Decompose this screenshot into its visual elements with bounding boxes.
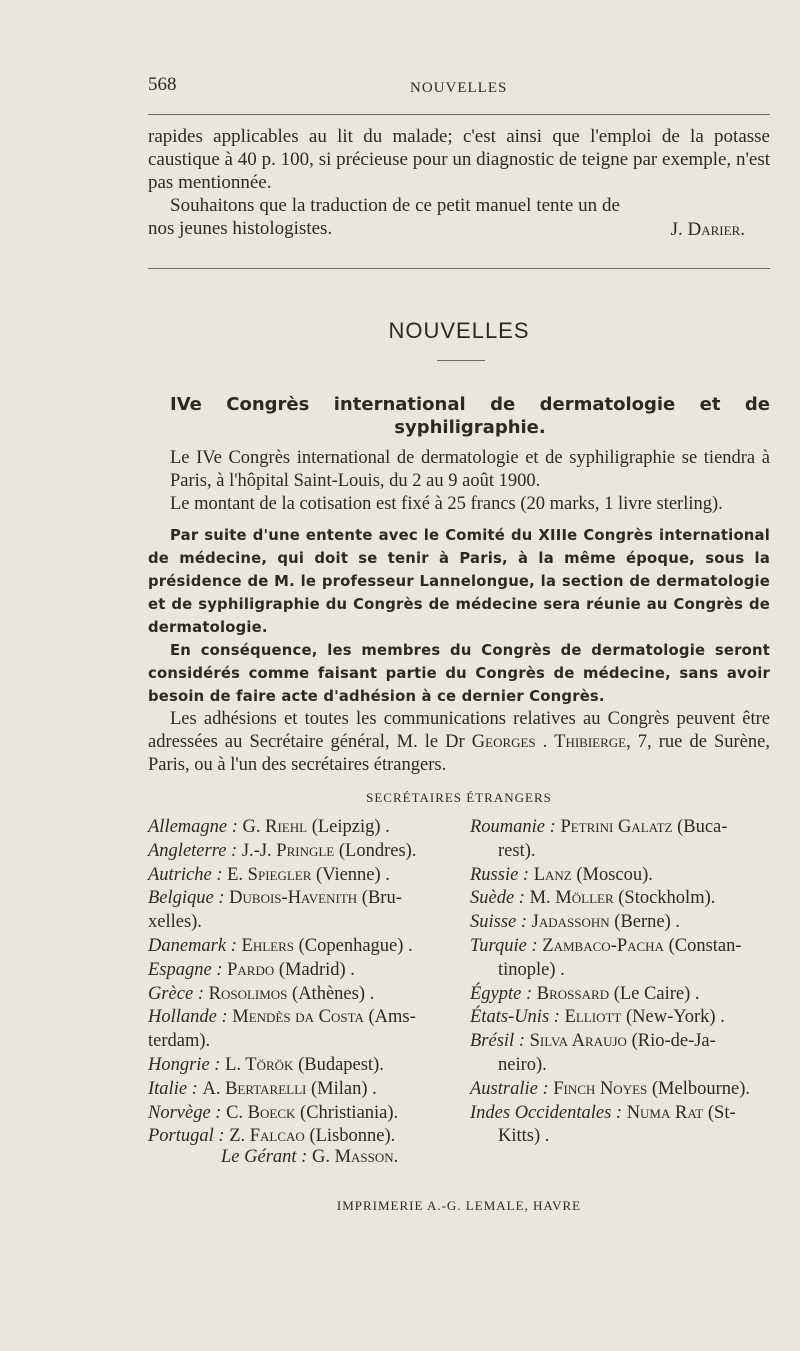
secretary-entry — [470, 864, 770, 888]
secretary-place: (Christiania). — [300, 1102, 399, 1123]
secretary-country: Suisse : — [470, 912, 528, 933]
secretary-country: Roumanie : — [470, 817, 556, 837]
secretary-line — [148, 816, 448, 840]
secretary-continuation: terdam). — [148, 1031, 211, 1052]
secretary-name: Mendès da Costa — [232, 1007, 364, 1028]
paragraph-gap — [148, 516, 770, 524]
secretary-entry — [470, 816, 770, 864]
section-title: NOUVELLES — [388, 318, 530, 343]
secretary-entry — [470, 1006, 770, 1030]
secretary-name: Zambaco-Pacha — [542, 935, 664, 956]
secretary-name: Rosolimos — [208, 983, 288, 1004]
secretary-country: Hongrie : — [148, 1054, 221, 1075]
secretary-country: Suède : — [470, 888, 525, 909]
signature-initial: J. — [670, 219, 688, 240]
secretary-place: (Buca- — [677, 817, 728, 837]
review-signature — [671, 219, 745, 241]
secretary-country: Allemagne : — [148, 817, 238, 837]
congress-paragraph-3: Par suite d'une entente avec le Comité du XIIIe Congrès international de médecine, qui doit se tenir à Paris, à la même époque, sous la présidence de M. le professeur Lannelongue, la section de dermatologie et de syphiligraphie du Congrès de médecine sera réunie au Congrès de dermatologie. — [148, 527, 770, 636]
secretary-place: (St- — [707, 1102, 736, 1123]
gerant-line — [221, 1147, 398, 1168]
secretary-country: Australie : — [470, 1078, 549, 1099]
secretary-line — [470, 911, 770, 935]
secretary-name: G. Riehl — [242, 817, 308, 837]
secretary-country: Norvège : — [148, 1102, 222, 1123]
secretary-line — [148, 935, 448, 959]
secretary-place: (Berne) . — [614, 912, 681, 933]
secretary-place: (Ams- — [368, 1007, 416, 1028]
secretary-entry — [148, 864, 448, 888]
secretary-place: (Constan- — [668, 935, 742, 956]
secretary-country: Indes Occidentales : — [470, 1102, 623, 1123]
secretary-entry — [148, 1006, 448, 1054]
secretary-line — [470, 864, 770, 888]
secretaries-left-column — [148, 816, 448, 1149]
secretary-continuation: tinople) . — [498, 959, 565, 980]
secretary-country: Italie : — [148, 1078, 198, 1099]
secretary-name: Petrini Galatz — [560, 817, 673, 837]
secretary-entry — [148, 1054, 448, 1078]
p5-end: 7, rue de Surène, Paris, ou à l'un des secrétaires étrangers. — [148, 732, 770, 775]
congress-paragraph-5 — [148, 708, 770, 777]
secretary-general-name: Georges . Thibierge, — [471, 732, 631, 752]
secretary-name: Dubois-Havenith — [229, 888, 358, 909]
secretary-line — [470, 1030, 770, 1054]
secretary-place: (Budapest). — [298, 1054, 384, 1075]
secretary-name: Z. Falcao — [229, 1126, 305, 1147]
secretary-line — [148, 1078, 448, 1102]
secretary-country: Turquie : — [470, 935, 538, 956]
secretary-name: Elliott — [564, 1007, 622, 1028]
congress-paragraph-1: Le IVe Congrès international de dermatologie et de syphiligraphie se tiendra à Paris, à l'hôpital Saint-Louis, du 2 au 9 août 1900. — [170, 448, 770, 491]
secretary-line — [148, 864, 448, 888]
secretary-name: J.-J. Pringle — [241, 840, 335, 861]
secretary-place: (Copenhague) . — [298, 935, 413, 956]
secretary-entry — [148, 1102, 448, 1126]
secretary-continuation: Kitts) . — [498, 1126, 550, 1147]
secretary-place: (Melbourne). — [651, 1078, 750, 1099]
secretary-entry — [470, 887, 770, 911]
secretary-country: Angleterre : — [148, 840, 238, 861]
secretary-entry — [470, 1030, 770, 1078]
page-number: 568 — [148, 74, 177, 95]
secretary-entry — [148, 983, 448, 1007]
secretary-name: Pardo — [227, 959, 275, 980]
congress-title: IVe Congrès international de dermatologie et de syphiligraphie. — [170, 394, 770, 438]
secretary-country: Belgique : — [148, 888, 225, 909]
secretary-continuation: neiro). — [498, 1054, 547, 1075]
secretary-place: (New-York) . — [625, 1007, 725, 1028]
gerant-name: G. Masson. — [311, 1147, 399, 1167]
secretary-entry — [148, 959, 448, 983]
secretary-line — [148, 1102, 448, 1126]
secretary-entry — [470, 1102, 770, 1150]
secretary-line — [470, 1006, 770, 1030]
secretary-name: Jadassohn — [531, 912, 610, 933]
secretary-place: (Lisbonne). — [309, 1126, 396, 1147]
secretary-country: Égypte : — [470, 983, 533, 1004]
secretary-country: Grèce : — [148, 983, 204, 1004]
review-paragraph-2: Souhaitons que la traduction de ce petit manuel tente un de nos jeunes histologistes. — [148, 195, 620, 239]
secretary-line — [470, 1078, 770, 1102]
secretary-line — [470, 983, 770, 1007]
secretary-entry — [148, 840, 448, 864]
secretary-place: (Athènes) . — [292, 983, 375, 1004]
secretary-line — [148, 1006, 448, 1030]
congress-paragraph-2: Le montant de la cotisation est fixé à 25 francs (20 marks, 1 livre sterling). — [170, 494, 723, 514]
secretary-line — [470, 1102, 770, 1126]
secretary-line — [148, 1125, 448, 1149]
secretary-name: E. Spiegler — [227, 864, 312, 885]
secretary-country: Hollande : — [148, 1007, 228, 1028]
secretary-place: (Milan) . — [310, 1078, 377, 1099]
secretary-name: Brossard — [536, 983, 610, 1004]
printer-imprint: IMPRIMERIE A.-G. LEMALE, HAVRE — [336, 1198, 582, 1213]
secretary-place: (Londres). — [338, 840, 417, 861]
page-header — [148, 74, 768, 100]
secretary-line — [148, 983, 448, 1007]
secretary-line — [148, 1054, 448, 1078]
secretary-country: Brésil : — [470, 1031, 525, 1052]
secretary-place: (Vienne) . — [316, 864, 390, 885]
secretary-place: (Le Caire) . — [613, 983, 700, 1004]
secretary-entry — [470, 983, 770, 1007]
secretary-entry — [148, 887, 448, 935]
secretary-entry — [470, 911, 770, 935]
secretary-name: Ehlers — [241, 935, 294, 956]
secretary-place: (Bru- — [361, 888, 402, 909]
secretary-name: M. Möller — [529, 888, 614, 909]
signature-name: Darier. — [687, 219, 745, 240]
review-paragraph-1: rapides applicables au lit du malade; c'est ainsi que l'emploi de la potasse caustique à 40 p. 100, si précieuse pour un diagnostic de teigne par exemple, n'est pas mentionnée. — [148, 126, 770, 193]
secretary-entry — [148, 816, 448, 840]
secretaries-right-column — [470, 816, 770, 1149]
secretary-name: Finch Noyes — [553, 1078, 648, 1099]
p5-start: Les adhésions et toutes les communications relatives au Congrès peuvent être adressées au Secrétaire général, M. le Dr — [148, 709, 770, 752]
secretary-place: (Moscou). — [576, 864, 653, 885]
secretary-continuation: xelles). — [148, 912, 202, 933]
secretary-country: Portugal : — [148, 1126, 225, 1147]
secretary-entry — [148, 1125, 448, 1149]
secretary-continuation: rest). — [498, 840, 536, 861]
secretary-country: Russie : — [470, 864, 530, 885]
secretary-place: (Madrid) . — [278, 959, 355, 980]
secretary-line — [148, 840, 448, 864]
secretary-line — [148, 959, 448, 983]
secretary-country: États-Unis : — [470, 1007, 560, 1028]
secretary-entry — [470, 935, 770, 983]
congress-paragraph-4: En conséquence, les membres du Congrès de dermatologie seront considérés comme faisant partie du Congrès de médecine, sans avoir besoin de faire acte d'adhésion à ce dernier Congrès. — [148, 642, 770, 705]
secretary-name: Silva Araujo — [529, 1031, 627, 1052]
secretary-place: (Leipzig) . — [311, 817, 390, 837]
secretary-entry — [148, 1078, 448, 1102]
secretary-country: Autriche : — [148, 864, 223, 885]
secretary-name: Lanz — [533, 864, 572, 885]
secretary-entry — [470, 1078, 770, 1102]
gerant-label: Le Gérant : — [221, 1147, 308, 1167]
secretary-name: Numa Rat — [626, 1102, 704, 1123]
secretary-name: A. Bertarelli — [202, 1078, 307, 1099]
secretary-line — [148, 887, 448, 911]
section-rule — [148, 268, 770, 269]
secretaries-heading: SECRÉTAIRES ÉTRANGERS — [366, 790, 552, 805]
congress-body — [148, 447, 770, 777]
secretary-country: Espagne : — [148, 959, 223, 980]
secretary-name: L. Török — [225, 1054, 294, 1075]
secretary-place: (Rio-de-Ja- — [631, 1031, 716, 1052]
secretary-entry — [148, 935, 448, 959]
secretary-line — [470, 816, 770, 840]
secretary-line — [470, 935, 770, 959]
secretary-country: Danemark : — [148, 935, 237, 956]
header-rule — [148, 114, 770, 115]
secretary-place: (Stockholm). — [618, 888, 716, 909]
title-rule — [437, 360, 485, 361]
secretary-name: C. Boeck — [226, 1102, 296, 1123]
running-title: NOUVELLES — [410, 80, 508, 96]
secretary-line — [470, 887, 770, 911]
